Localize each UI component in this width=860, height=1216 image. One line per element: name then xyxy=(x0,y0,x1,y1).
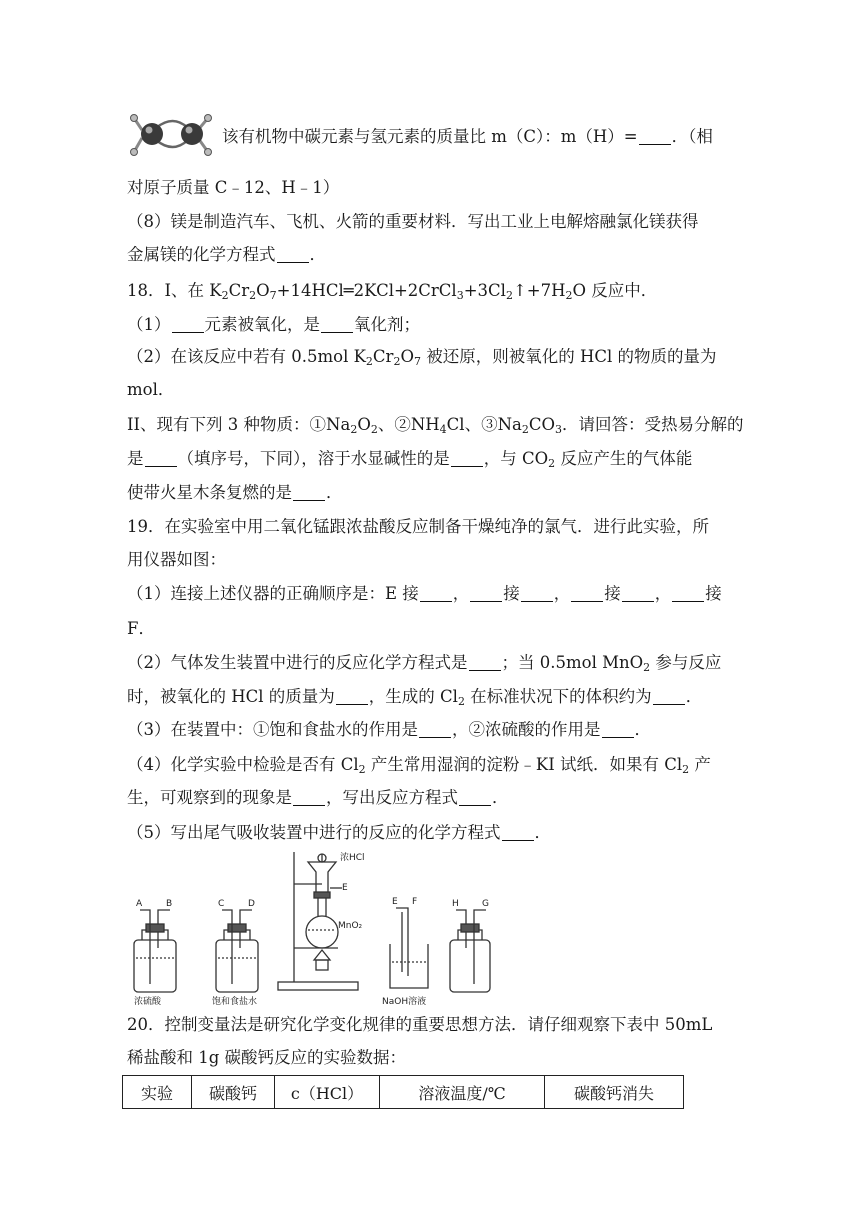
separator: 接 xyxy=(705,584,722,603)
label-conc-hcl: 浓HCl xyxy=(340,853,365,863)
answer-blank[interactable] xyxy=(521,585,553,602)
table-header-cell: 碳酸钙消失 xyxy=(545,1076,684,1109)
q19-part1-line1 xyxy=(127,582,737,606)
answer-blank[interactable] xyxy=(336,688,368,705)
q17-part8-text1: （8）镁是制造汽车、飞机、火箭的重要材料．写出工业上电解熔融氯化镁获得 xyxy=(127,212,699,231)
q18-ii-line2 xyxy=(127,447,737,471)
table-header-row xyxy=(123,1076,684,1109)
gas-washing-bottle-2 xyxy=(216,910,258,992)
label-g: G xyxy=(482,899,489,909)
q19-intro-line1 xyxy=(127,515,737,539)
q19-part5-end: ． xyxy=(534,823,551,842)
q20-intro-line1 xyxy=(127,1013,737,1037)
q17-part8-text2: 金属镁的化学方程式 xyxy=(127,245,276,264)
answer-blank[interactable] xyxy=(602,721,634,738)
answer-blank[interactable] xyxy=(653,688,685,705)
q18-part1-line xyxy=(127,313,737,337)
table-header-cell: c（HCl） xyxy=(275,1076,380,1109)
q18-ii-end: ． xyxy=(326,483,343,502)
answer-blank[interactable] xyxy=(459,789,491,806)
gas-collection-bottle xyxy=(450,910,490,992)
q19-part1-line2 xyxy=(127,617,737,641)
ethylene-molecule-figure xyxy=(128,108,220,166)
q17-atomic-mass-text: 对原子质量 C﹣12、H﹣1） xyxy=(127,178,340,197)
label-h: H xyxy=(452,899,459,909)
answer-blank[interactable] xyxy=(420,585,452,602)
q19-part4-line2 xyxy=(127,786,737,810)
q17-part8-line1 xyxy=(127,210,737,234)
q19-part3-line xyxy=(127,718,737,742)
answer-blank[interactable] xyxy=(293,484,325,501)
q20-intro-text1: 20．控制变量法是研究化学变化规律的重要思想方法．请仔细观察下表中 50mL xyxy=(127,1015,713,1034)
answer-blank[interactable] xyxy=(639,128,671,145)
q17-atomic-mass-line xyxy=(127,176,737,200)
table-header-cell: 实验 xyxy=(123,1076,192,1109)
table-header-cell: 碳酸钙 xyxy=(192,1076,275,1109)
q17-mass-ratio-line xyxy=(222,125,742,149)
q19-part2-end: ． xyxy=(685,687,703,706)
answer-blank[interactable] xyxy=(277,246,309,263)
q19-part1-text: （1）连接上述仪器的正确顺序是：E 接 xyxy=(127,584,419,603)
q20-intro-text2: 稀盐酸和 1g 碳酸钙反应的实验数据： xyxy=(127,1048,407,1067)
q19-part3-text-a: （3）在装置中：①饱和食盐水的作用是 xyxy=(127,720,418,739)
q17-mass-ratio-text: 该有机物中碳元素与氢元素的质量比 m（C）：m（H）= xyxy=(222,127,638,146)
answer-blank[interactable] xyxy=(293,789,325,806)
q19-part3-end: ． xyxy=(634,720,651,739)
q19-part3-text-b: ，②浓硫酸的作用是 xyxy=(452,720,601,739)
separator: ， xyxy=(452,584,470,603)
answer-blank[interactable] xyxy=(451,450,483,467)
separator: ， xyxy=(654,584,672,603)
label-c: C xyxy=(218,899,225,909)
answer-blank[interactable] xyxy=(419,721,451,738)
q19-intro-line2 xyxy=(127,548,737,572)
caption-saturated-brine: 饱和食盐水 xyxy=(212,997,258,1007)
separator: 接 xyxy=(503,584,520,603)
q18-ii-line1 xyxy=(127,413,744,437)
q19-part1-end: F． xyxy=(127,619,155,638)
separator: ， xyxy=(553,584,571,603)
label-d: D xyxy=(248,899,255,909)
q18-part1-text-a: 元素被氧化，是 xyxy=(204,315,320,334)
q19-part4-text2b: ，写出反应方程式 xyxy=(326,788,458,807)
q19-part5-line xyxy=(127,821,737,845)
q18-ii-text2a: 是 xyxy=(127,449,144,468)
answer-blank[interactable] xyxy=(622,585,654,602)
q17-part8-end: ． xyxy=(309,245,326,264)
label-b: B xyxy=(166,899,173,909)
label-mno2: MnO₂ xyxy=(338,921,363,931)
q19-part2-text2a: 时，被氧化的 HCl 的质量为 xyxy=(127,687,335,706)
answer-blank[interactable] xyxy=(672,585,704,602)
q20-intro-line2 xyxy=(127,1046,737,1070)
q18-intro-end: 反应中． xyxy=(586,281,658,300)
q18-part2-text2: mol． xyxy=(127,380,175,399)
q19-part4-text1: （4）化学实验中检验是否有 $Cl_2$ 产生常用湿润的淀粉﹣KI 试纸．如果有 $Cl_2$ 产 xyxy=(127,755,711,776)
caption-conc-sulfuric-acid: 浓硫酸 xyxy=(134,997,162,1007)
experiment-data-table xyxy=(122,1075,684,1109)
label-f: F xyxy=(412,897,418,907)
q19-intro-text2: 用仪器如图： xyxy=(127,550,226,569)
label-e-side: E xyxy=(342,883,348,893)
answer-blank[interactable] xyxy=(321,316,353,333)
naoh-beaker xyxy=(390,908,428,988)
label-a: A xyxy=(136,899,143,909)
label-e: E xyxy=(392,897,398,907)
q19-part2-text1a: （2）气体发生装置中进行的反应化学方程式是 xyxy=(127,653,468,672)
apparatus-figure xyxy=(128,848,568,1008)
q19-part2-text1b: ；当 0.5mol MnO$_2$ 参与反应 xyxy=(501,653,722,674)
caption-naoh-solution: NaOH溶液 xyxy=(382,997,427,1007)
answer-blank[interactable] xyxy=(470,585,502,602)
q17-part8-line2 xyxy=(127,243,737,267)
q19-part2-line1 xyxy=(127,651,737,675)
separator: 接 xyxy=(604,584,621,603)
q18-ii-line3 xyxy=(127,481,737,505)
q18-ii-text1: II、现有下列 3 种物质：$①Na_2O_2$、$②NH_4Cl$、$③Na_2CO_3$．请回答：受热易分解的 xyxy=(127,415,744,436)
q18-part1-label: （1） xyxy=(127,315,171,334)
q19-part4-text2a: 生，可观察到的现象是 xyxy=(127,788,292,807)
q18-intro-label: 18．I、在 xyxy=(127,281,210,300)
gas-washing-bottle-1 xyxy=(134,910,176,992)
q18-equation: $K_2Cr_2O_7+14HCl═2KCl+2CrCl_3+3Cl_2↑+7H_2O$ xyxy=(209,281,587,302)
q18-intro-line xyxy=(127,279,737,303)
q18-part2-line1 xyxy=(127,345,737,369)
q18-part2-line2 xyxy=(127,378,737,402)
q18-ii-text3: 使带火星木条复燃的是 xyxy=(127,483,292,502)
answer-blank[interactable] xyxy=(571,585,603,602)
q19-part5-text: （5）写出尾气吸收装置中进行的反应的化学方程式 xyxy=(127,823,501,842)
q19-part4-end: ． xyxy=(492,788,509,807)
q19-intro-text1: 19．在实验室中用二氧化锰跟浓盐酸反应制备干燥纯净的氯气．进行此实验，所 xyxy=(127,517,709,536)
answer-blank[interactable] xyxy=(502,824,534,841)
q18-part1-text-b: 氧化剂； xyxy=(354,315,420,334)
table-header-cell: 溶液温度/℃ xyxy=(380,1076,545,1109)
answer-blank[interactable] xyxy=(469,654,501,671)
q18-part2-text1: （2）在该反应中若有 0.5mol $K_2Cr_2O_7$ 被还原，则被氧化的 HCl 的物质的量为 xyxy=(127,347,717,368)
q18-ii-text2c: ，与 $CO_2$ 反应产生的气体能 xyxy=(483,449,693,470)
answer-blank[interactable] xyxy=(172,316,204,333)
q19-part2-line2 xyxy=(127,685,737,709)
q19-part2-text2b: ，生成的 $Cl_2$ 在标准状况下的体积约为 xyxy=(368,687,652,708)
q18-ii-text2b: （填序号，下同），溶于水显碱性的是 xyxy=(177,449,450,468)
answer-blank[interactable] xyxy=(145,450,177,467)
q17-mass-ratio-end: ．（相 xyxy=(671,127,713,146)
q19-part4-line1 xyxy=(127,753,737,777)
